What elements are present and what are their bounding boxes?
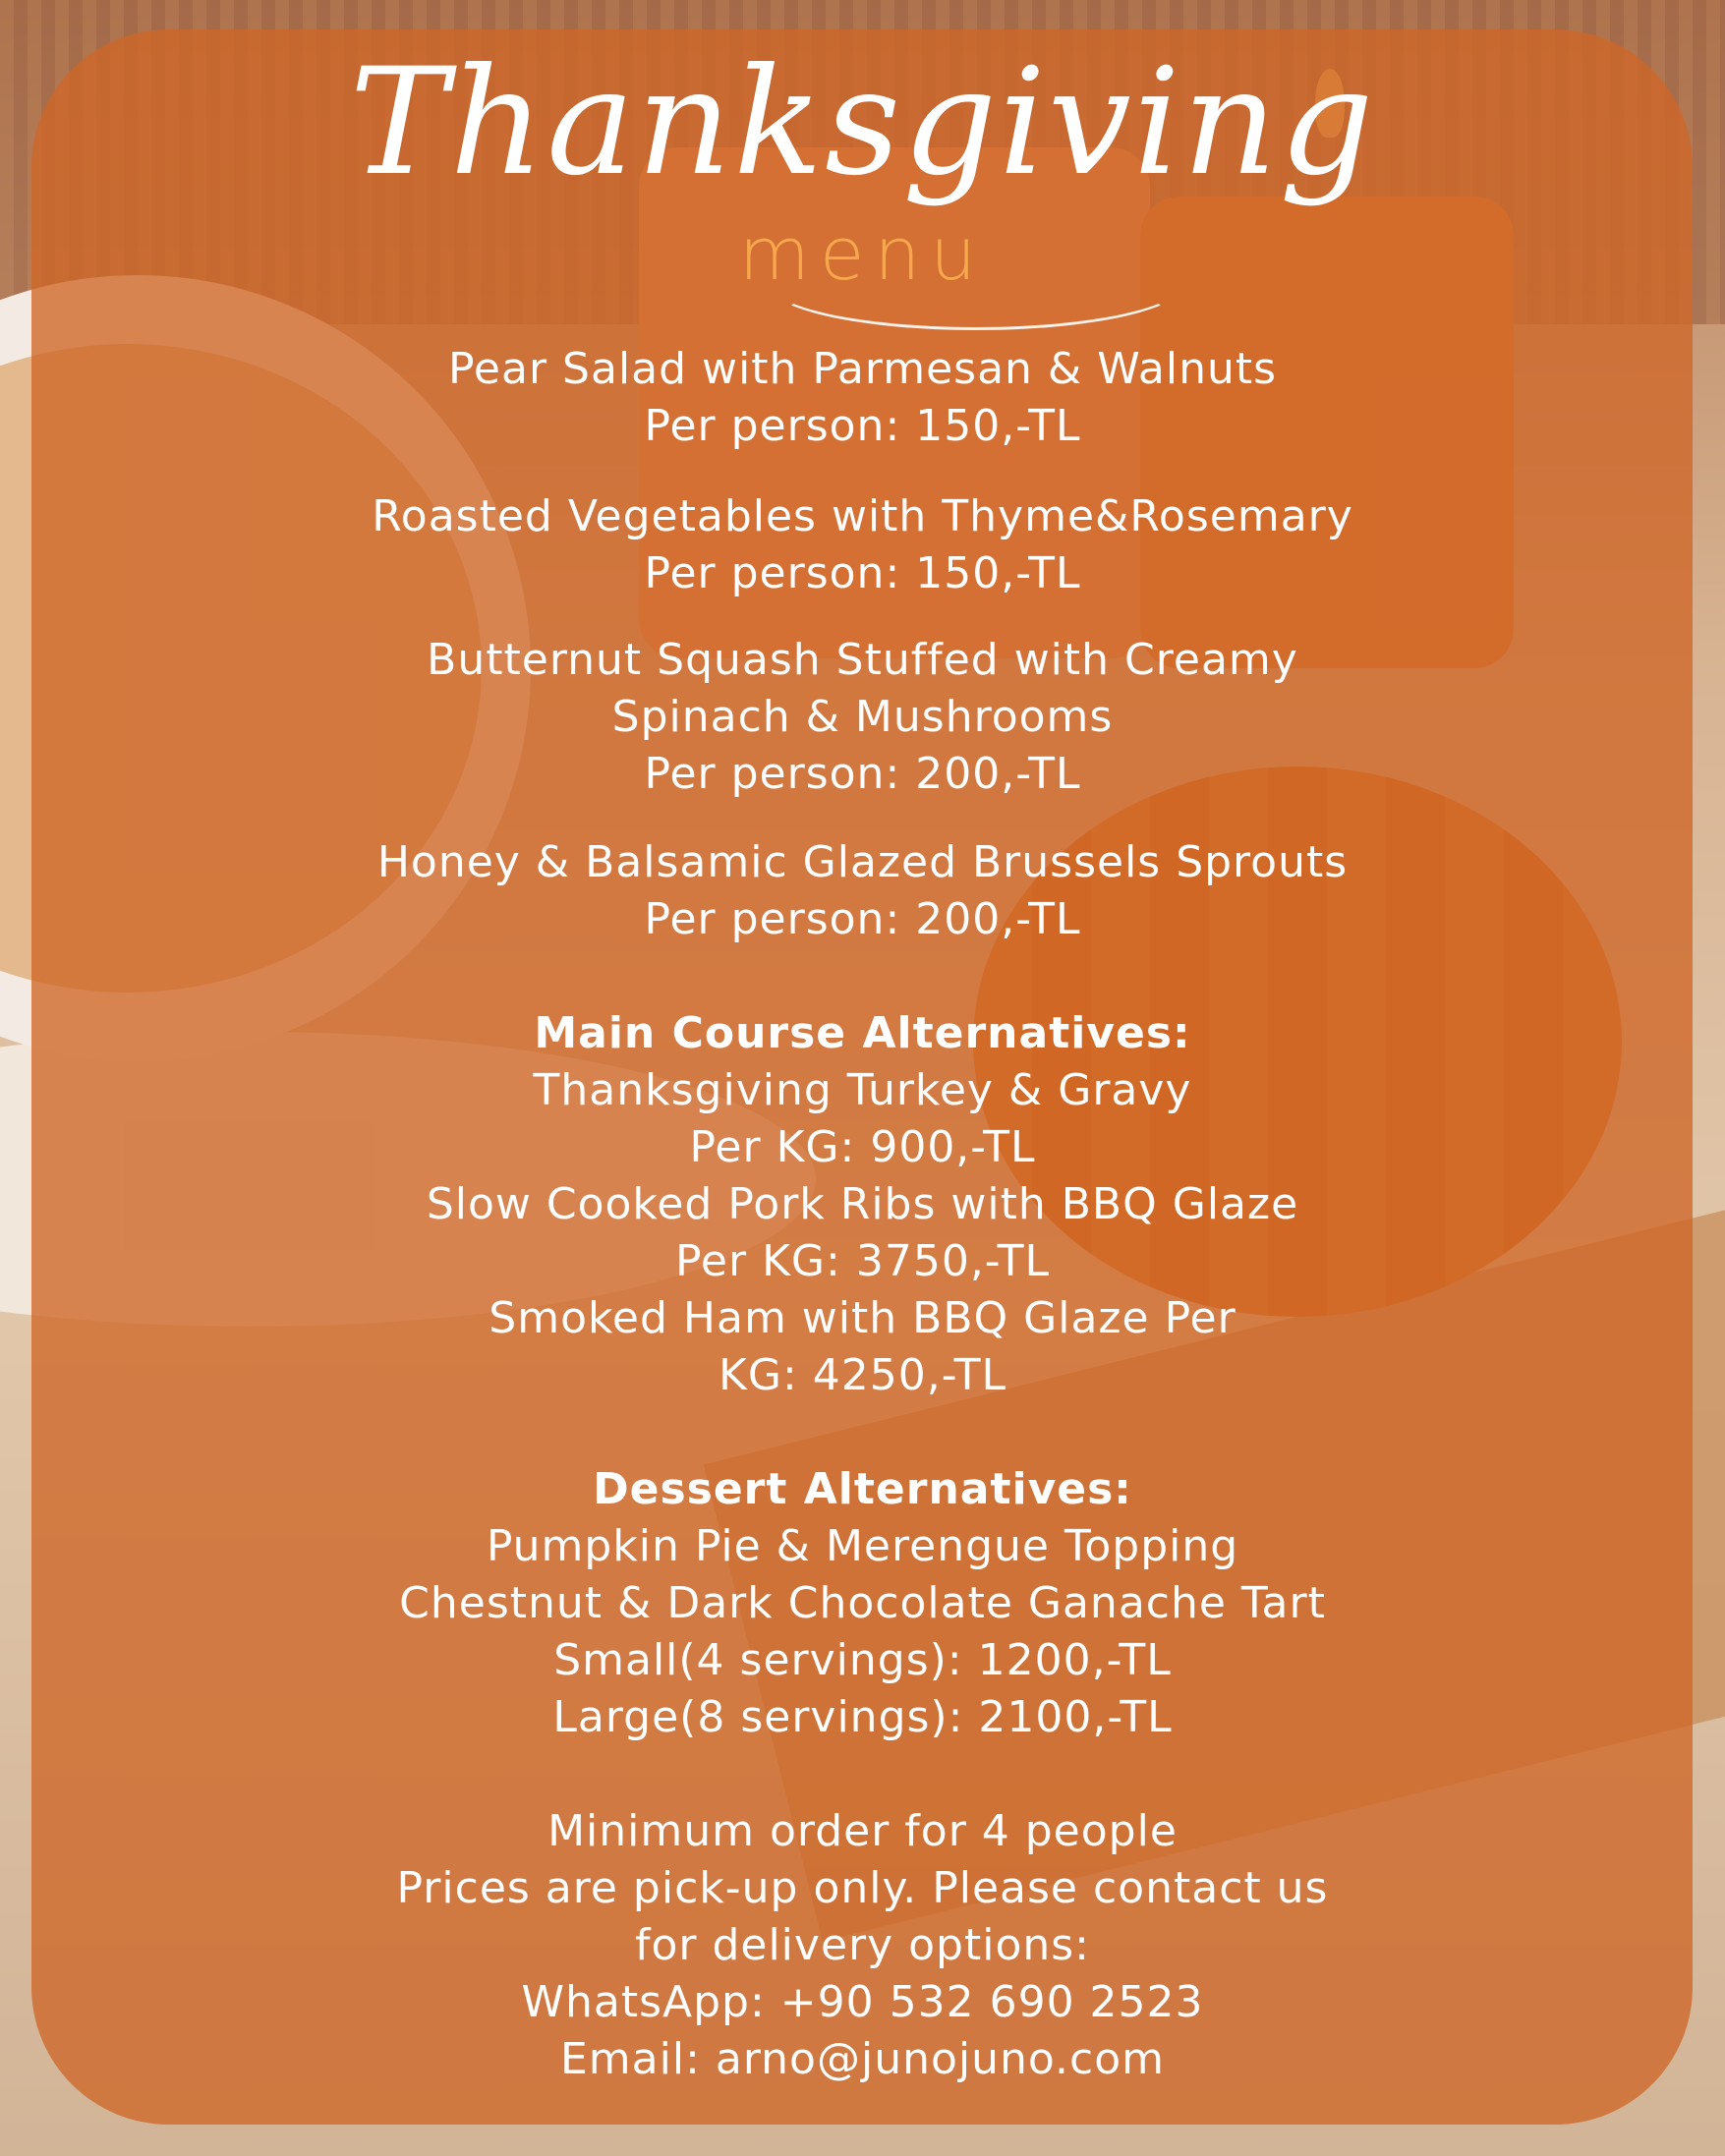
menu-line: Per KG: 900,-TL: [689, 1122, 1036, 1172]
item-name: Honey & Balsamic Glazed Brussels Sprouts: [376, 837, 1349, 887]
info-line: Minimum order for 4 people: [547, 1806, 1178, 1856]
starter-item: [0, 341, 1725, 455]
item-price: Per person: 150,-TL: [644, 548, 1081, 598]
section-heading: Dessert Alternatives:: [593, 1464, 1132, 1514]
menu-line: Pumpkin Pie & Merengue Topping: [486, 1521, 1239, 1571]
starter-item: [0, 632, 1725, 803]
item-price: Per person: 200,-TL: [644, 894, 1081, 944]
starter-item: [0, 488, 1725, 602]
menu-line: Large(8 servings): 2100,-TL: [552, 1692, 1173, 1742]
menu-line: Small(4 servings): 1200,-TL: [553, 1635, 1172, 1685]
menu-content: [0, 341, 1725, 2088]
info-line: Prices are pick-up only. Please contact us: [396, 1863, 1329, 1913]
section-heading: Main Course Alternatives:: [534, 1008, 1191, 1058]
item-price: Per person: 200,-TL: [644, 749, 1081, 799]
menu-line: Slow Cooked Pork Ribs with BBQ Glaze: [426, 1179, 1299, 1229]
menu-line: Thanksgiving Turkey & Gravy: [533, 1065, 1192, 1115]
item-name: Spinach & Mushrooms: [611, 692, 1114, 742]
main-course-section: [0, 1005, 1725, 1404]
starter-item: [0, 834, 1725, 948]
info-line: for delivery options:: [634, 1920, 1091, 1970]
item-name: Pear Salad with Parmesan & Walnuts: [447, 344, 1278, 394]
item-price: Per person: 150,-TL: [644, 401, 1081, 451]
info-section: [0, 1803, 1725, 2088]
menu-line: Smoked Ham with BBQ Glaze Per: [489, 1293, 1236, 1343]
whatsapp-contact: WhatsApp: +90 532 690 2523: [521, 1977, 1204, 2027]
menu-line: Per KG: 3750,-TL: [674, 1236, 1051, 1286]
item-name: Butternut Squash Stuffed with Creamy: [427, 635, 1298, 685]
title-subtitle: menu: [738, 212, 987, 297]
menu-header: [0, 29, 1725, 324]
title-script: Thanksgiving: [349, 37, 1376, 208]
menu-line: Chestnut & Dark Chocolate Ganache Tart: [399, 1578, 1326, 1628]
email-contact: Email: arno@junojuno.com: [560, 2034, 1165, 2084]
menu-line: KG: 4250,-TL: [719, 1350, 1006, 1400]
item-name: Roasted Vegetables with Thyme&Rosemary: [372, 491, 1353, 541]
dessert-section: [0, 1461, 1725, 1746]
